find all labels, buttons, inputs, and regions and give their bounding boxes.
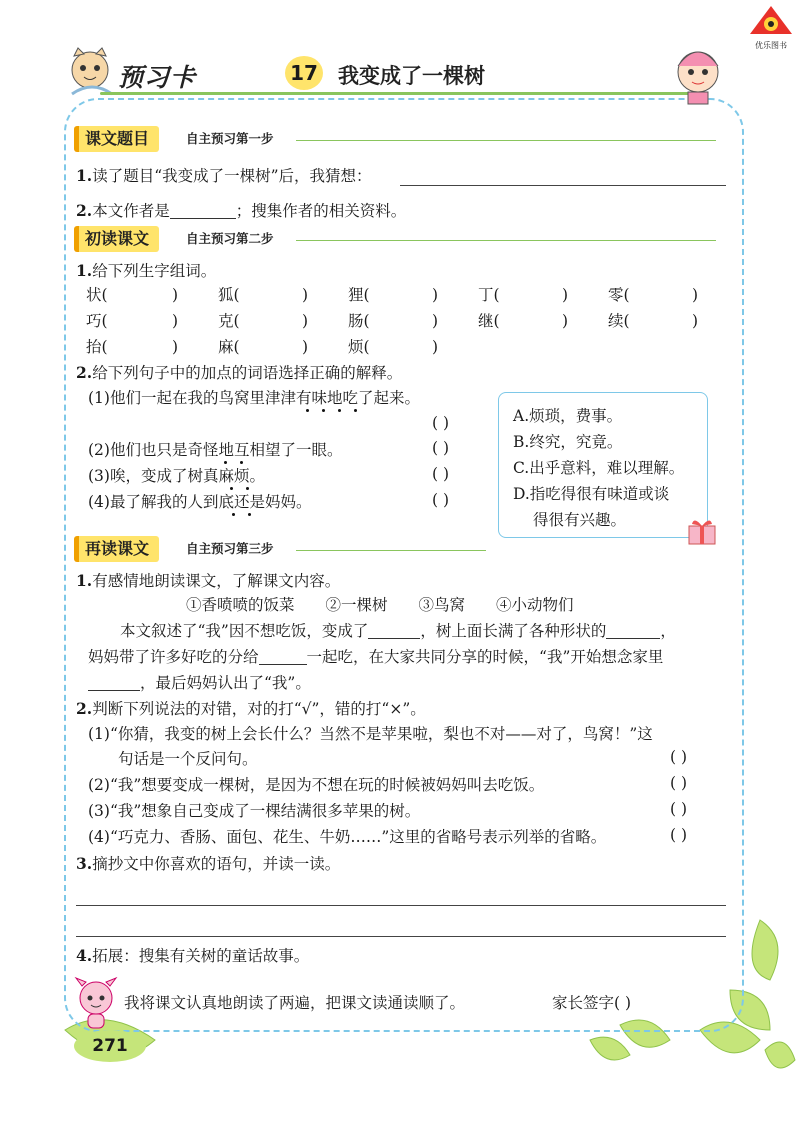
emphasis-dot	[322, 409, 325, 412]
judge-item: (2)“我”想要变成一棵树，是因为不想在玩的时候被妈妈叫去吃饭。	[88, 776, 545, 794]
option-d: D.指吃得很有味道或谈	[513, 485, 670, 503]
copy-answer-line-2[interactable]	[76, 936, 726, 937]
fill-blank[interactable]	[88, 674, 140, 691]
char-close: )	[172, 286, 179, 304]
copy-answer-line-1[interactable]	[76, 905, 726, 906]
fill-blank[interactable]	[259, 648, 307, 665]
char-item: 状(	[86, 286, 108, 304]
s2-question-1: 1.给下列生字组词。	[76, 261, 217, 280]
cartoon-mascot-icon	[70, 976, 122, 1034]
card-label: 预习卡	[118, 63, 197, 92]
char-close: )	[432, 312, 439, 330]
section-line-3	[296, 550, 486, 551]
answer-paren[interactable]: ( )	[670, 826, 688, 844]
char-item: 狸(	[348, 286, 370, 304]
option-c: C.出乎意料，难以理解。	[513, 459, 685, 477]
s3-question-3: 3.摘抄文中你喜欢的语句，并读一读。	[76, 854, 341, 873]
emphasis-dot	[240, 461, 243, 464]
s1-answer-line-1[interactable]	[400, 185, 726, 186]
char-item: 续(	[608, 312, 630, 330]
char-item: 狐(	[218, 286, 240, 304]
page-frame	[64, 98, 744, 1032]
options-box	[498, 392, 708, 538]
s2-question-2: 2.给下列句子中的加点的词语选择正确的解释。	[76, 363, 403, 382]
s1-question-1: 1.读了题目“我变成了一棵树”后，我猜想：	[76, 166, 372, 185]
section-tag-first-read: 初读课文	[74, 226, 159, 252]
brand-logo	[748, 4, 794, 51]
emphasis-dot	[338, 409, 341, 412]
page-number: 271	[92, 1036, 128, 1056]
answer-paren[interactable]: ( )	[432, 439, 450, 457]
char-close: )	[692, 286, 699, 304]
char-item: 抬(	[86, 338, 108, 356]
page-number-badge	[74, 1030, 146, 1062]
fill-blank[interactable]	[368, 622, 420, 639]
choice-list: ①香喷喷的饭菜 ②一棵树 ③鸟窝 ④小动物们	[186, 596, 574, 614]
char-item: 丁(	[478, 286, 500, 304]
sentence-item: (4)最了解我的人到底还是妈妈。	[88, 493, 312, 511]
answer-paren[interactable]: ( )	[670, 774, 688, 792]
judge-item: (1)“你猜，我变的树上会长什么？当然不是苹果啦，梨也不对——对了，鸟窝！”这	[88, 725, 653, 743]
emphasis-dot	[306, 409, 309, 412]
char-close: )	[172, 312, 179, 330]
answer-paren[interactable]: ( )	[432, 491, 450, 509]
option-a: A.烦琐，费事。	[513, 407, 623, 425]
author-blank[interactable]	[170, 202, 236, 219]
char-close: )	[172, 338, 179, 356]
emphasis-dot	[230, 487, 233, 490]
emphasis-dot	[232, 513, 235, 516]
answer-paren[interactable]: ( )	[670, 800, 688, 818]
section-step-2: 自主预习第二步	[186, 231, 274, 246]
char-item: 烦(	[348, 338, 370, 356]
s3-question-1: 1.有感情地朗读课文，了解课文内容。	[76, 571, 341, 590]
char-close: )	[562, 286, 569, 304]
answer-paren[interactable]: ( )	[670, 748, 688, 766]
parent-signature[interactable]: 家长签字( )	[552, 994, 632, 1012]
brand-logo-icon	[748, 4, 794, 36]
judge-item: (4)“巧克力、香肠、面包、花生、牛奶……”这里的省略号表示列举的省略。	[88, 828, 607, 846]
s1-question-2: 2.本文作者是 ；搜集作者的相关资料。	[76, 201, 407, 220]
lesson-number-badge	[285, 56, 323, 90]
char-close: )	[302, 312, 309, 330]
char-item: 巧(	[86, 312, 108, 330]
char-close: )	[302, 338, 309, 356]
options-list	[513, 403, 684, 533]
char-close: )	[562, 312, 569, 330]
sentence-item: (3)唉，变成了树真麻烦。	[88, 467, 265, 485]
char-close: )	[432, 338, 439, 356]
char-item: 零(	[608, 286, 630, 304]
para-line-2: 妈妈带了许多好吃的分给 一起吃，在大家共同分享的时候，“我”开始想念家里	[88, 648, 664, 666]
s3-question-2: 2.判断下列说法的对错，对的打“√”，错的打“×”。	[76, 699, 426, 718]
fill-blank[interactable]	[606, 622, 660, 639]
lesson-number: 17	[290, 61, 318, 85]
section-line-2	[296, 240, 716, 241]
s3-question-4: 4.拓展：搜集有关树的童话故事。	[76, 946, 310, 965]
section-step-3: 自主预习第三步	[186, 541, 274, 556]
brand-logo-text: 优乐图书	[755, 41, 787, 50]
section-tag-reread: 再读课文	[74, 536, 159, 562]
char-item: 麻(	[218, 338, 240, 356]
char-item: 克(	[218, 312, 240, 330]
char-close: )	[302, 286, 309, 304]
cartoon-girl-icon	[664, 42, 734, 106]
section-tag-title: 课文题目	[74, 126, 159, 152]
para-line-1: 本文叙述了“我”因不想吃饭，变成了 ，树上面长满了各种形状的 ，	[120, 622, 676, 640]
read-note: 我将课文认真地朗读了两遍，把课文读通读顺了。	[124, 994, 466, 1012]
section-step-1: 自主预习第一步	[186, 131, 274, 146]
char-close: )	[692, 312, 699, 330]
answer-paren[interactable]: ( )	[432, 414, 450, 432]
judge-item-cont: 句话是一个反问句。	[118, 750, 258, 768]
char-item: 肠(	[348, 312, 370, 330]
sentence-item: (2)他们也只是奇怪地互相望了一眼。	[88, 441, 343, 459]
emphasis-dot	[224, 461, 227, 464]
answer-paren[interactable]: ( )	[432, 465, 450, 483]
section-line-1	[296, 140, 716, 141]
option-d-cont: 得很有兴趣。	[533, 511, 627, 529]
lesson-title: 我变成了一棵树	[338, 64, 485, 88]
emphasis-dot	[246, 487, 249, 490]
sentence-item: (1)他们一起在我的鸟窝里津津有味地吃了起来。	[88, 389, 420, 407]
emphasis-dot	[248, 513, 251, 516]
char-item: 继(	[478, 312, 500, 330]
gift-icon	[686, 516, 718, 546]
option-b: B.终究，究竟。	[513, 433, 623, 451]
judge-item: (3)“我”想象自己变成了一棵结满很多苹果的树。	[88, 802, 421, 820]
char-close: )	[432, 286, 439, 304]
header-underline	[100, 92, 690, 95]
para-line-3: ，最后妈妈认出了“我”。	[88, 672, 311, 694]
emphasis-dot	[354, 409, 357, 412]
